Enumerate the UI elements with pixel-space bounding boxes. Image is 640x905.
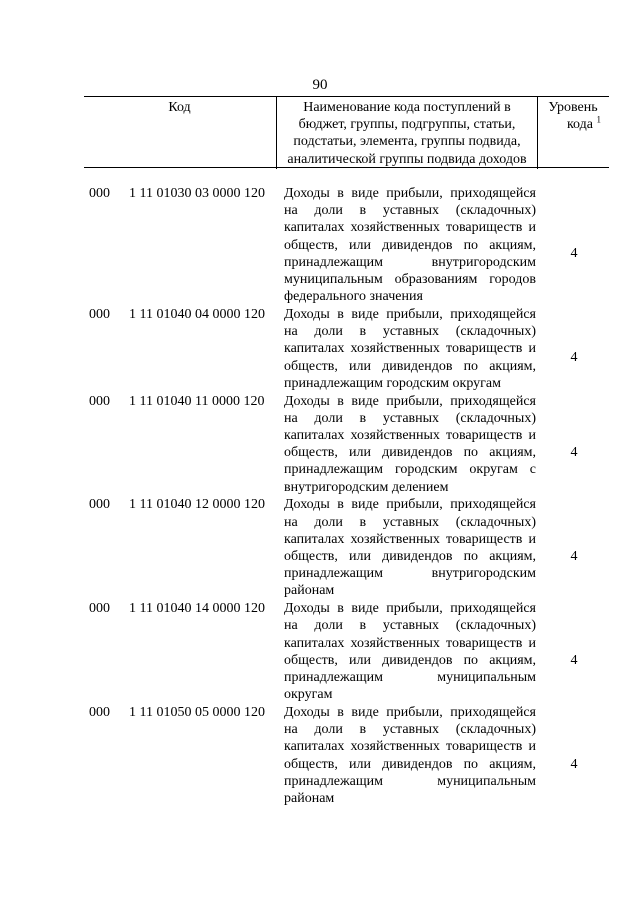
row-prefix: 000	[89, 186, 110, 201]
header-code: Код	[168, 100, 191, 115]
description-line: Доходы в виде прибыли, приходящейся	[284, 601, 536, 617]
row-description	[284, 496, 536, 599]
description-line: обществ, или дивидендов по акциям,	[284, 237, 536, 253]
row-description	[284, 704, 536, 807]
description-line: Доходы в виде прибыли, приходящейся	[284, 393, 536, 409]
description-line: обществ, или дивидендов по акциям,	[284, 652, 536, 668]
row-description	[284, 185, 536, 305]
header-level-code: кода	[566, 117, 593, 133]
description-line: капиталах хозяйственных товариществ и	[284, 739, 536, 755]
row-code: 1 11 01040 11 0000 120	[129, 393, 265, 409]
header-name-line: бюджет, группы, подгруппы, статьи,	[298, 117, 516, 133]
row-level: 4	[570, 652, 578, 668]
description-line: на доли в уставных (складочных)	[284, 203, 536, 219]
description-line: Доходы в виде прибыли, приходящейся	[284, 705, 536, 720]
header-name-line: подстатьи, элемента, группы подвида,	[293, 134, 521, 150]
description-line: обществ, или дивидендов по акциям,	[284, 756, 536, 772]
row-description	[284, 306, 536, 392]
description-line: принадлежащим городским округам с	[284, 462, 536, 478]
description-line: муниципальным образованиям городов	[284, 271, 536, 287]
description-line: районам	[284, 790, 335, 806]
description-line: принадлежащим муниципальным	[284, 669, 536, 685]
row-level: 4	[570, 548, 578, 564]
description-line: капиталах хозяйственных товариществ и	[284, 220, 536, 236]
row-level: 4	[570, 445, 578, 461]
header-level-line: Уровень	[548, 100, 598, 115]
description-line: на доли в уставных (складочных)	[284, 410, 536, 426]
row-prefix: 000	[89, 601, 110, 617]
row-code: 1 11 01040 04 0000 120	[129, 307, 265, 322]
description-line: на доли в уставных (складочных)	[284, 514, 536, 530]
row-description	[284, 600, 536, 703]
description-line: округам	[284, 687, 333, 703]
description-line: обществ, или дивидендов по акциям,	[284, 548, 536, 564]
row-code: 1 11 01040 12 0000 120	[129, 497, 265, 513]
footnote-mark: 1	[596, 114, 601, 125]
description-line: Доходы в виде прибыли, приходящейся	[284, 186, 536, 201]
row-code: 1 11 01040 14 0000 120	[129, 601, 265, 617]
row-description	[284, 393, 536, 496]
header-name	[276, 97, 538, 169]
row-code: 1 11 01030 03 0000 120	[129, 186, 265, 201]
description-line: на доли в уставных (складочных)	[284, 722, 536, 738]
header-level-line	[537, 116, 609, 133]
description-line: принадлежащим внутригородским	[284, 254, 536, 270]
description-line: на доли в уставных (складочных)	[284, 618, 536, 634]
page-number: 90	[312, 77, 328, 93]
header-level	[537, 97, 609, 169]
table-header	[84, 96, 609, 168]
row-level: 4	[570, 756, 578, 772]
description-line: на доли в уставных (складочных)	[284, 324, 536, 340]
row-prefix: 000	[89, 705, 110, 720]
row-code: 1 11 01050 05 0000 120	[129, 705, 265, 720]
description-line: районам	[284, 583, 335, 599]
row-prefix: 000	[89, 307, 110, 322]
description-line: Доходы в виде прибыли, приходящейся	[284, 497, 536, 513]
row-level: 4	[570, 350, 578, 365]
row-prefix: 000	[89, 393, 110, 409]
description-line: капиталах хозяйственных товариществ и	[284, 427, 536, 443]
description-line: капиталах хозяйственных товариществ и	[284, 531, 536, 547]
description-line: федерального значения	[284, 289, 423, 305]
header-name-line: аналитической группы подвида доходов	[287, 151, 527, 167]
description-line: обществ, или дивидендов по акциям,	[284, 445, 536, 461]
description-line: капиталах хозяйственных товариществ и	[284, 635, 536, 651]
header-name-line: Наименование кода поступлений в	[303, 100, 511, 115]
description-line: капиталах хозяйственных товариществ и	[284, 341, 536, 357]
row-level: 4	[570, 246, 578, 262]
description-line: принадлежащим городским округам	[284, 375, 501, 391]
description-line: принадлежащим муниципальным	[284, 773, 536, 789]
description-line: обществ, или дивидендов по акциям,	[284, 358, 536, 374]
description-line: принадлежащим внутригородским	[284, 566, 536, 582]
description-line: Доходы в виде прибыли, приходящейся	[284, 307, 536, 322]
row-prefix: 000	[89, 497, 110, 513]
description-line: внутригородским делением	[284, 479, 449, 495]
